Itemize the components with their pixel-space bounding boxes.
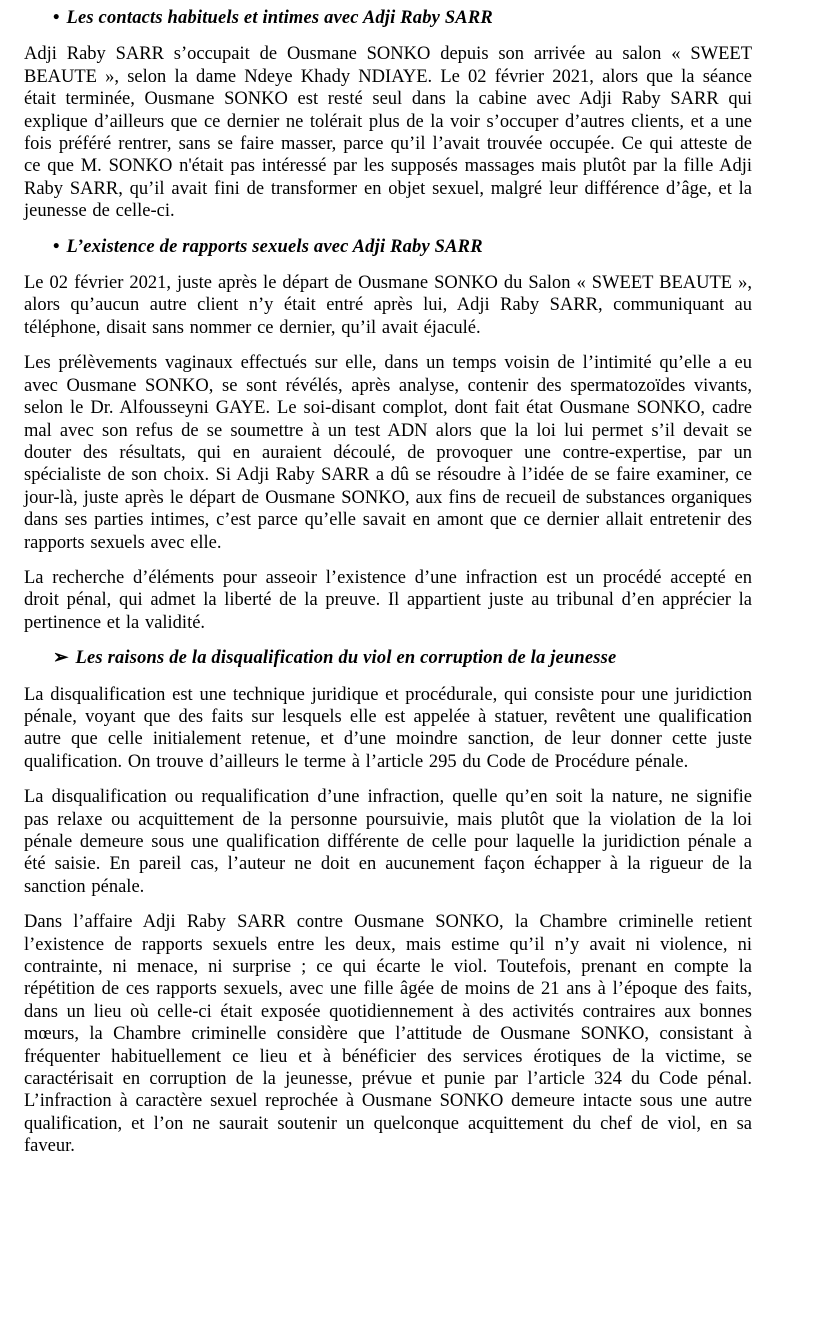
paragraph-depart-salon: Le 02 février 2021, juste après le départ de Ousmane SONKO du Salon « SWEET BEAUTE », alors qu’aucun autre client n’y était entré après lui, Adji Raby SARR, communiquant au téléphone, disait sans nommer ce dernier, qu’il avait éjaculé. [24, 273, 752, 338]
paragraph-chambre-criminelle: Dans l’affaire Adji Raby SARR contre Ousmane SONKO, la Chambre criminelle retient l’existence de rapports sexuels entre les deux, mais estime qu’il n’y avait ni violence, ni contrainte, ni menace, ni surprise ; ce qui écarte le viol. Toutefois, prenant en compte la répétition de ces rapports sexuels, avec une fille âgée de moins de 21 ans à l’époque des faits, dans un lieu où celle-ci était exposée quotidiennement à des activités contraires aux bonnes mœurs, la Chambre criminelle considère que l’attitude de Ousmane SONKO, consistant à fréquenter habituellement ce lieu et à bénéficier des services érotiques de la victime, se caractérisait en corruption de la jeunesse, prévue et punie par l’article 324 du Code pénal. L’infraction à caractère sexuel reprochée à Ousmane SONKO demeure intacte sous une autre qualification, et l’on ne saurait soutenir un quelconque acquittement du chef de viol, en sa faveur. [24, 912, 752, 1157]
paragraph-recherche-elements: La recherche d’éléments pour asseoir l’existence d’une infraction est un procédé accepté en droit pénal, qui admet la liberté de la preuve. Il appartient juste au tribunal d’en apprécier la pertinence et la validité. [24, 567, 752, 633]
section-heading-disqualification [24, 647, 752, 669]
bullet-icon: • [53, 236, 60, 257]
section-heading-contacts-text: Les contacts habituels et intimes avec Adji Raby SARR [66, 8, 493, 28]
bullet-icon: • [53, 8, 60, 28]
section-heading-rapports [24, 236, 752, 258]
paragraph-requalification: La disqualification ou requalification d’une infraction, quelle qu’en soit la nature, ne signifie pas relaxe ou acquittement de la personne poursuivie, mais plutôt que la violation de la loi pénale demeure sous une qualification différente de celle pour laquelle la juridiction pénale a été saisie. En pareil cas, l’auteur ne doit en aucunement façon échapper à la rigueur de la sanction pénale. [24, 787, 752, 897]
section-heading-rapports-text: L’existence de rapports sexuels avec Adji Raby SARR [66, 236, 483, 257]
section-heading-disqualification-text: Les raisons de la disqualification du viol en corruption de la jeunesse [75, 648, 617, 669]
paragraph-contacts-details: Adji Raby SARR s’occupait de Ousmane SONKO depuis son arrivée au salon « SWEET BEAUTE », selon la dame Ndeye Khady NDIAYE. Le 02 février 2021, alors que la séance était terminée, Ousmane SONKO est resté seul dans la cabine avec Adji Raby SARR qui explique d’ailleurs que ce dernier ne tolérait plus de la voir s’occuper d’autres clients, et a une fois préféré rentrer, sans se faire masser, parce qu’il l’avait trouvée occupée. Ce qui atteste de ce que M. SONKO n'était pas intéressé par les supposés massages mais plutôt par la fille Adji Raby SARR, qu’il avait fini de transformer en objet sexuel, malgré leur différence d’âge, et la jeunesse de celle-ci. [24, 44, 752, 222]
paragraph-definition-disqualification: La disqualification est une technique juridique et procédurale, qui consiste pour une juridiction pénale, voyant que des faits sur lesquels elle est appelée à statuer, revêtent une qualification autre que celle initialement retenue, et d’une moindre sanction, de leur donner cette juste qualification. On trouve d’ailleurs le terme à l’article 295 du Code de Procédure pénale. [24, 684, 752, 772]
paragraph-prelevements: Les prélèvements vaginaux effectués sur elle, dans un temps voisin de l’intimité qu’elle a eu avec Ousmane SONKO, se sont révélés, après analyse, contenir des spermatozoïdes vivants, selon le Dr. Alfousseyni GAYE. Le soi-disant complot, dont fait état Ousmane SONKO, cadre mal avec son refus de se soumettre à un test ADN alors que la loi lui permet s’il devait se douter des résultats, qui en auraient découlé, de provoquer une contre-expertise, par un spécialiste de son choix. Si Adji Raby SARR a dû se résoudre à l’idée de se faire examiner, ce jour-là, juste après le départ de Ousmane SONKO, aux fins de recueil de substances organiques dans ses parties intimes, c’est parce qu’elle savait en amont que ce dernier allait entretenir des rapports sexuels avec elle. [24, 353, 752, 553]
arrowhead-bullet-icon: ➢ [53, 648, 69, 669]
section-heading-contacts [24, 7, 752, 29]
